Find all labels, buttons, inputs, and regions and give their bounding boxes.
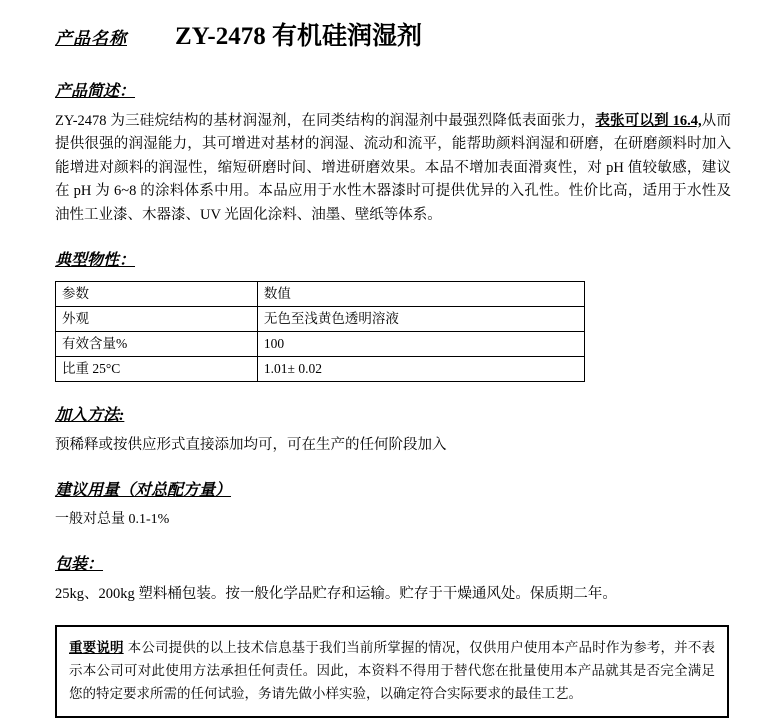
notice-text: 本公司提供的以上技术信息基于我们当前所掌握的情况，仅供用户使用本产品时作为参考，并不表示本公司可对此使用方法承担任何责任。因此，本资料不得用于替代您在批量使用本产品就其是否完全满足您的特定要求所需的任何试验，务请先做小样实验，以确定符合实际要求的最佳工艺。 [69, 640, 716, 702]
section-properties [55, 247, 749, 382]
table-cell-value: 100 [257, 332, 584, 357]
section-usage [55, 402, 749, 456]
section-intro [55, 78, 749, 227]
section-dosage [55, 477, 749, 531]
table-row [56, 357, 585, 382]
document-title-row [55, 16, 749, 52]
table-row [56, 307, 585, 332]
section-packaging [55, 551, 749, 605]
table-cell-value: 1.01± 0.02 [257, 357, 584, 382]
table-header-cell-value: 数值 [257, 282, 584, 307]
intro-heading: 产品简述： [55, 83, 136, 100]
intro-text-bold: 表张可以到 16.4, [595, 113, 702, 129]
usage-text: 预稀释或按供应形式直接添加均可，可在生产的任何阶段加入 [55, 437, 447, 454]
important-notice-box [55, 625, 729, 718]
notice-label: 重要说明 [69, 640, 124, 656]
table-cell-param: 外观 [56, 307, 258, 332]
page-title: ZY-2478 有机硅润湿剂 [175, 23, 423, 50]
product-name-label: 产品名称 [55, 29, 127, 48]
table-cell-value: 无色至浅黄色透明溶液 [257, 307, 584, 332]
properties-heading: 典型物性： [55, 252, 136, 270]
usage-heading: 加入方法: [55, 407, 125, 425]
intro-text-after: 从而提供很强的润湿能力，其可增进对基材的润湿、流动和流平，能帮助颜料润湿和研磨，在研磨颜料时加入能增进对颜料的润湿性，缩短研磨时间、增进研磨效果。本品不增加表面滑爽性，对 pH 值较敏感，建议在 pH 为 6~8 的涂料体系中用。本品应用于水性木器漆时可提供优异的入孔性。性价比高，适用于水性及油性工业漆、木器漆、UV 光固化涂料、油墨、壁纸等体系。 [55, 113, 731, 223]
table-header-cell-param: 参数 [56, 282, 258, 307]
properties-table [55, 281, 585, 382]
table-row [56, 332, 585, 357]
intro-paragraph [55, 110, 749, 227]
dosage-text: 一般对总量 0.1-1% [55, 511, 170, 527]
table-cell-param: 有效含量% [56, 332, 258, 357]
table-cell-param: 比重 25°C [56, 357, 258, 382]
dosage-heading: 建议用量（对总配方量） [55, 481, 232, 499]
intro-text-before: ZY-2478 为三硅烷结构的基材润湿剂，在同类结构的润湿剂中最强烈降低表面张力， [55, 113, 596, 129]
packaging-text: 25kg、200kg 塑料桶包装。按一般化学品贮存和运输。贮存于干燥通风处。保质期二年。 [55, 585, 617, 602]
table-header-row [56, 282, 585, 307]
packaging-heading: 包装： [55, 555, 104, 573]
